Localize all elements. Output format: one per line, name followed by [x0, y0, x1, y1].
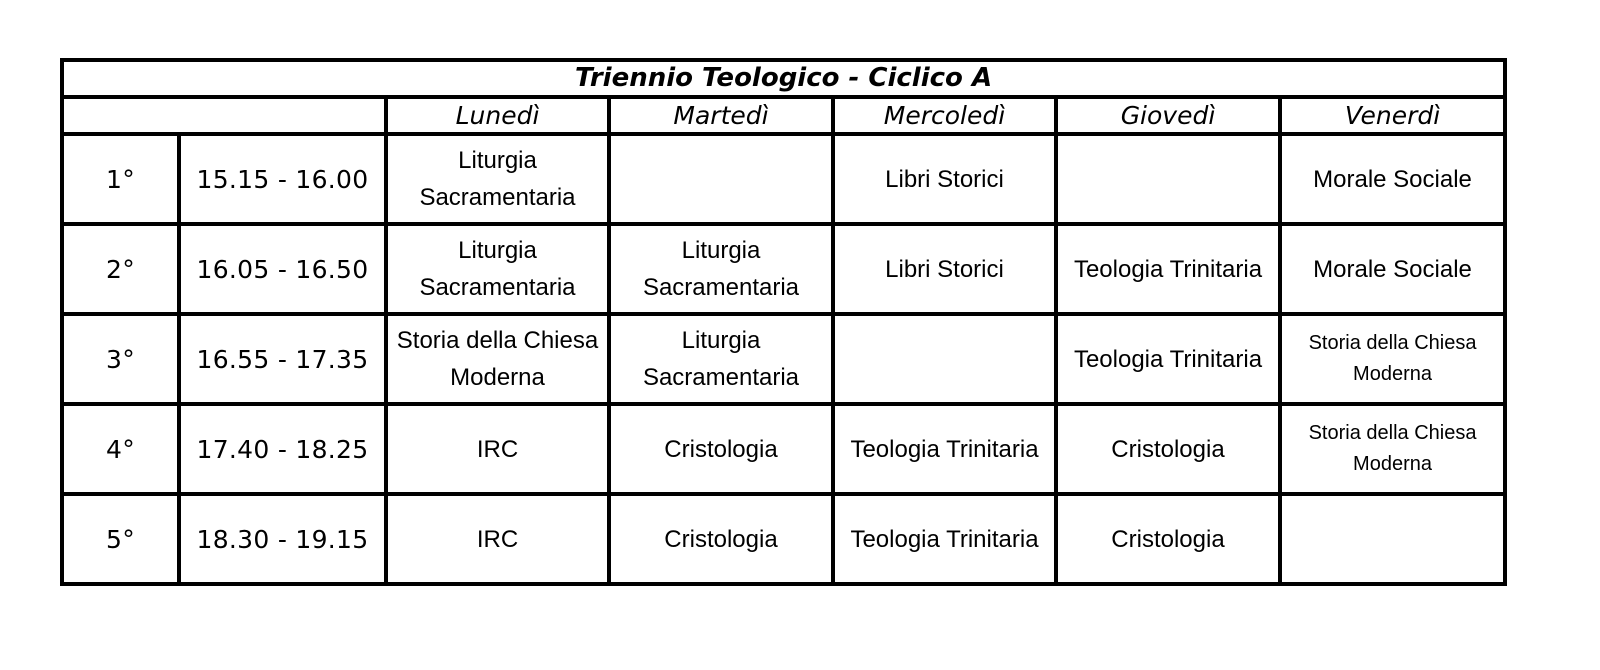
subject-cell-tuesday: [609, 314, 833, 404]
period-number: 3°: [62, 314, 179, 404]
period-number: 4°: [62, 404, 179, 494]
subject-text: Sacramentaria: [419, 274, 576, 301]
table-row: [62, 494, 1505, 584]
subject-text: Moderna: [450, 364, 545, 391]
subject-cell-friday: [1280, 494, 1505, 584]
table-title: Triennio Teologico - Ciclico A: [62, 60, 1505, 97]
subject-cell-wednesday: [833, 404, 1056, 494]
table-row: [62, 224, 1505, 314]
subject-text: IRC: [476, 435, 519, 463]
period-time: 15.15 - 16.00: [179, 134, 386, 224]
subject-text: Storia della Chiesa: [1308, 422, 1477, 444]
subject-cell-tuesday: [609, 224, 833, 314]
day-header-thursday: Giovedì: [1056, 97, 1280, 134]
subject-cell-thursday: [1056, 134, 1280, 224]
table-row: [62, 314, 1505, 404]
timetable-body: [62, 134, 1505, 584]
subject-cell-monday: [386, 314, 609, 404]
period-number: 5°: [62, 494, 179, 584]
subject-cell-thursday: [1056, 494, 1280, 584]
subject-text: Liturgia: [681, 327, 761, 354]
subject-cell-friday: [1280, 404, 1505, 494]
period-time: 18.30 - 19.15: [179, 494, 386, 584]
title-row: [62, 60, 1505, 97]
subject-text: Teologia Trinitaria: [850, 525, 1039, 553]
subject-text: Sacramentaria: [419, 184, 576, 211]
subject-cell-monday: [386, 224, 609, 314]
subject-text: Cristologia: [1111, 525, 1225, 553]
day-header-row: [62, 97, 1505, 134]
subject-text: Liturgia: [681, 237, 761, 264]
subject-text: Teologia Trinitaria: [1073, 345, 1263, 373]
subject-cell-tuesday: [609, 494, 833, 584]
subject-text: IRC: [476, 525, 519, 553]
subject-cell-thursday: [1056, 404, 1280, 494]
subject-text: Teologia Trinitaria: [1073, 255, 1263, 283]
subject-text: Sacramentaria: [642, 364, 800, 391]
table-row: [62, 134, 1505, 224]
subject-text: Morale Sociale: [1313, 255, 1472, 283]
subject-cell-thursday: [1056, 224, 1280, 314]
day-header-monday: Lunedì: [386, 97, 609, 134]
subject-cell-monday: [386, 494, 609, 584]
subject-text: Storia della Chiesa: [1308, 332, 1477, 354]
period-number: 1°: [62, 134, 179, 224]
subject-text: Moderna: [1353, 363, 1432, 385]
day-header-tuesday: Martedì: [609, 97, 833, 134]
subject-text: Teologia Trinitaria: [850, 435, 1039, 463]
subject-cell-tuesday: [609, 134, 833, 224]
subject-cell-monday: [386, 404, 609, 494]
day-header-friday: Venerdì: [1280, 97, 1505, 134]
subject-text: Moderna: [1353, 453, 1432, 475]
period-time: 16.05 - 16.50: [179, 224, 386, 314]
subject-cell-tuesday: [609, 404, 833, 494]
subject-text: Storia della Chiesa: [396, 327, 599, 354]
subject-text: Cristologia: [664, 525, 778, 553]
period-number: 2°: [62, 224, 179, 314]
empty-header-cell: [62, 97, 386, 134]
subject-text: Liturgia: [458, 237, 537, 264]
subject-cell-wednesday: [833, 494, 1056, 584]
subject-cell-friday: [1280, 314, 1505, 404]
subject-cell-wednesday: [833, 314, 1056, 404]
subject-cell-friday: [1280, 134, 1505, 224]
subject-text: Sacramentaria: [642, 274, 800, 301]
day-header-wednesday: Mercoledì: [833, 97, 1056, 134]
timetable: [60, 58, 1507, 586]
period-time: 17.40 - 18.25: [179, 404, 386, 494]
subject-cell-thursday: [1056, 314, 1280, 404]
subject-text: Libri Storici: [885, 165, 1004, 193]
subject-cell-monday: [386, 134, 609, 224]
subject-cell-wednesday: [833, 134, 1056, 224]
period-time: 16.55 - 17.35: [179, 314, 386, 404]
subject-text: Libri Storici: [885, 255, 1004, 283]
subject-text: Cristologia: [1111, 435, 1225, 463]
table-row: [62, 404, 1505, 494]
subject-text: Morale Sociale: [1313, 165, 1472, 193]
subject-cell-friday: [1280, 224, 1505, 314]
subject-text: Liturgia: [458, 147, 537, 174]
subject-cell-wednesday: [833, 224, 1056, 314]
subject-text: Cristologia: [664, 435, 778, 463]
